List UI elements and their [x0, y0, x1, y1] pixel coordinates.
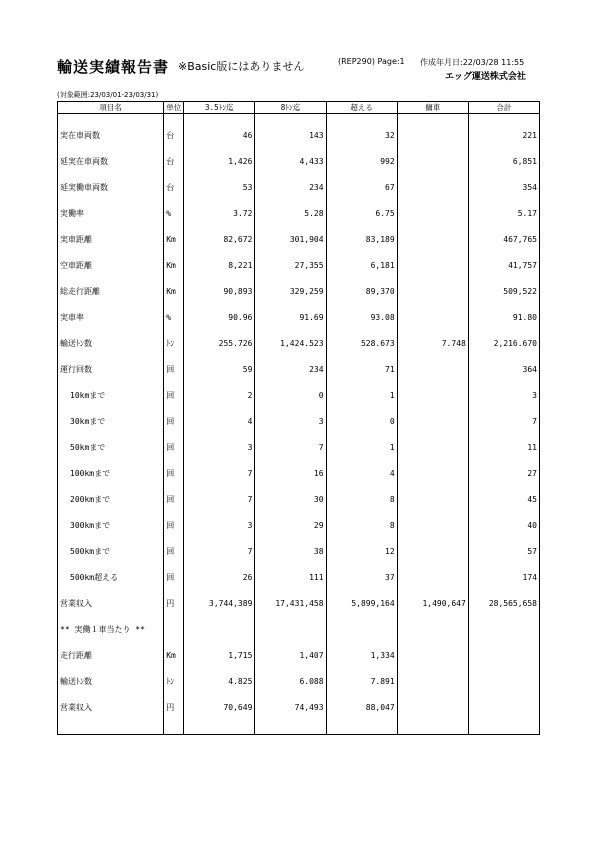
value-over-cell: 0 — [326, 408, 397, 434]
filler-cell — [468, 720, 539, 735]
value-over-cell: 93.08 — [326, 304, 397, 330]
value-over-cell: 1 — [326, 382, 397, 408]
value-8t-cell: 38 — [255, 538, 326, 564]
col-header-over: 超える — [326, 102, 397, 114]
value-over-cell: 71 — [326, 356, 397, 382]
value-over-cell: 8 — [326, 486, 397, 512]
value-over-cell: 8 — [326, 512, 397, 538]
value-8t-cell: 17,431,458 — [255, 590, 326, 616]
value-8t-cell: 29 — [255, 512, 326, 538]
value-3-5t-cell: 3 — [184, 512, 255, 538]
table-row — [58, 460, 540, 486]
value-charter-cell — [397, 148, 468, 174]
item-cell: 運行回数 — [58, 356, 164, 382]
value-total-cell: 11 — [468, 434, 539, 460]
value-over-cell: 528.673 — [326, 330, 397, 356]
value-8t-cell: 6.088 — [255, 668, 326, 694]
value-3-5t-cell: 3.72 — [184, 200, 255, 226]
value-total-cell: 509,522 — [468, 278, 539, 304]
value-3-5t-cell: 90,893 — [184, 278, 255, 304]
unit-cell: Km — [164, 642, 184, 668]
table-row — [58, 590, 540, 616]
filler-cell — [184, 720, 255, 735]
table-row — [58, 694, 540, 720]
value-total-cell: 28,565,658 — [468, 590, 539, 616]
value-total-cell: 7 — [468, 408, 539, 434]
value-3-5t-cell: 2 — [184, 382, 255, 408]
value-3-5t-cell: 26 — [184, 564, 255, 590]
value-3-5t-cell — [184, 616, 255, 642]
unit-cell: 回 — [164, 408, 184, 434]
value-3-5t-cell: 1,426 — [184, 148, 255, 174]
value-3-5t-cell: 3,744,389 — [184, 590, 255, 616]
value-charter-cell — [397, 564, 468, 590]
value-3-5t-cell: 46 — [184, 122, 255, 148]
spacer-cell — [164, 114, 184, 123]
value-total-cell: 91.80 — [468, 304, 539, 330]
unit-cell: ﾄﾝ — [164, 668, 184, 694]
item-cell: 10kmまで — [58, 382, 164, 408]
value-3-5t-cell: 70,649 — [184, 694, 255, 720]
value-over-cell: 1 — [326, 434, 397, 460]
item-cell: 延実働車両数 — [58, 174, 164, 200]
unit-cell: 円 — [164, 694, 184, 720]
item-cell: 50kmまで — [58, 434, 164, 460]
item-cell: 実車率 — [58, 304, 164, 330]
value-charter-cell — [397, 174, 468, 200]
col-header-up-to-8t: 8ﾄﾝ迄 — [255, 102, 326, 114]
value-3-5t-cell: 8,221 — [184, 252, 255, 278]
value-charter-cell — [397, 408, 468, 434]
value-over-cell: 4 — [326, 460, 397, 486]
spacer-cell — [468, 114, 539, 123]
value-over-cell: 7.891 — [326, 668, 397, 694]
value-3-5t-cell: 1,715 — [184, 642, 255, 668]
table-header-row — [58, 102, 540, 114]
value-charter-cell — [397, 616, 468, 642]
value-3-5t-cell: 7 — [184, 538, 255, 564]
filler-cell — [255, 720, 326, 735]
item-cell: 空車距離 — [58, 252, 164, 278]
value-8t-cell: 27,355 — [255, 252, 326, 278]
spacer-cell — [255, 114, 326, 123]
table-row — [58, 304, 540, 330]
table-row — [58, 486, 540, 512]
value-3-5t-cell: 7 — [184, 460, 255, 486]
value-3-5t-cell: 255.726 — [184, 330, 255, 356]
value-charter-cell — [397, 382, 468, 408]
value-charter-cell — [397, 538, 468, 564]
item-cell: 実働率 — [58, 200, 164, 226]
value-charter-cell — [397, 278, 468, 304]
unit-cell: 回 — [164, 564, 184, 590]
unit-cell: 回 — [164, 434, 184, 460]
value-charter-cell — [397, 226, 468, 252]
value-over-cell: 6.75 — [326, 200, 397, 226]
unit-cell: 回 — [164, 356, 184, 382]
value-charter-cell — [397, 200, 468, 226]
item-cell: 延実在車両数 — [58, 148, 164, 174]
header-spacer-row — [58, 114, 540, 123]
unit-cell: 回 — [164, 486, 184, 512]
value-3-5t-cell: 4 — [184, 408, 255, 434]
item-cell: ** 実働１車当たり ** — [58, 616, 164, 642]
value-8t-cell: 329,259 — [255, 278, 326, 304]
value-total-cell: 27 — [468, 460, 539, 486]
value-total-cell: 354 — [468, 174, 539, 200]
value-3-5t-cell: 82,672 — [184, 226, 255, 252]
value-8t-cell: 143 — [255, 122, 326, 148]
value-charter-cell — [397, 252, 468, 278]
table-row — [58, 122, 540, 148]
unit-cell — [164, 616, 184, 642]
value-3-5t-cell: 59 — [184, 356, 255, 382]
table-row — [58, 668, 540, 694]
item-cell: 実車距離 — [58, 226, 164, 252]
value-charter-cell — [397, 486, 468, 512]
col-header-up-to-3-5t: 3.5ﾄﾝ迄 — [184, 102, 255, 114]
value-total-cell — [468, 642, 539, 668]
item-cell: 総走行距離 — [58, 278, 164, 304]
value-3-5t-cell: 3 — [184, 434, 255, 460]
unit-cell: Km — [164, 278, 184, 304]
value-8t-cell: 234 — [255, 356, 326, 382]
table-row — [58, 564, 540, 590]
table-row — [58, 200, 540, 226]
value-over-cell: 89,370 — [326, 278, 397, 304]
value-8t-cell: 5.28 — [255, 200, 326, 226]
table-row — [58, 252, 540, 278]
filler-cell — [164, 720, 184, 735]
value-total-cell: 45 — [468, 486, 539, 512]
unit-cell: 台 — [164, 122, 184, 148]
value-total-cell: 467,765 — [468, 226, 539, 252]
col-header-total: 合計 — [468, 102, 539, 114]
unit-cell: ﾄﾝ — [164, 330, 184, 356]
value-over-cell: 12 — [326, 538, 397, 564]
spacer-cell — [58, 114, 164, 123]
table-row — [58, 278, 540, 304]
value-charter-cell: 1,490,647 — [397, 590, 468, 616]
value-8t-cell: 234 — [255, 174, 326, 200]
value-charter-cell — [397, 512, 468, 538]
table-row — [58, 408, 540, 434]
value-3-5t-cell: 7 — [184, 486, 255, 512]
value-total-cell — [468, 616, 539, 642]
value-total-cell: 41,757 — [468, 252, 539, 278]
value-8t-cell: 74,493 — [255, 694, 326, 720]
filler-cell — [397, 720, 468, 735]
unit-cell: 円 — [164, 590, 184, 616]
value-over-cell: 6,181 — [326, 252, 397, 278]
col-header-unit: 単位 — [164, 102, 184, 114]
table-row — [58, 434, 540, 460]
table-row — [58, 174, 540, 200]
table-row — [58, 616, 540, 642]
value-8t-cell — [255, 616, 326, 642]
value-charter-cell — [397, 356, 468, 382]
unit-cell: 回 — [164, 382, 184, 408]
value-over-cell: 37 — [326, 564, 397, 590]
value-total-cell: 6,851 — [468, 148, 539, 174]
created-date: 作成年月日:22/03/28 11:55 — [420, 58, 525, 67]
value-3-5t-cell: 53 — [184, 174, 255, 200]
value-8t-cell: 301,904 — [255, 226, 326, 252]
col-header-charter: 傭車 — [397, 102, 468, 114]
value-3-5t-cell: 90.96 — [184, 304, 255, 330]
spacer-cell — [397, 114, 468, 123]
value-charter-cell — [397, 304, 468, 330]
value-total-cell: 221 — [468, 122, 539, 148]
item-cell: 輸送ﾄﾝ数 — [58, 668, 164, 694]
table-row — [58, 226, 540, 252]
value-8t-cell: 0 — [255, 382, 326, 408]
value-total-cell — [468, 668, 539, 694]
item-cell: 500km超える — [58, 564, 164, 590]
value-total-cell: 2,216.670 — [468, 330, 539, 356]
value-charter-cell: 7.748 — [397, 330, 468, 356]
value-8t-cell: 111 — [255, 564, 326, 590]
value-total-cell: 364 — [468, 356, 539, 382]
value-3-5t-cell: 4.825 — [184, 668, 255, 694]
spacer-cell — [326, 114, 397, 123]
table-row — [58, 148, 540, 174]
value-8t-cell: 91.69 — [255, 304, 326, 330]
unit-cell: 回 — [164, 538, 184, 564]
unit-cell: 台 — [164, 174, 184, 200]
table-row — [58, 356, 540, 382]
table-row — [58, 330, 540, 356]
table-row — [58, 382, 540, 408]
table-filler-row — [58, 720, 540, 735]
value-over-cell: 992 — [326, 148, 397, 174]
report-title: 輸送実績報告書 — [57, 58, 170, 76]
unit-cell: Km — [164, 252, 184, 278]
value-over-cell: 67 — [326, 174, 397, 200]
target-range: (対象範囲:23/03/01-23/03/31) — [57, 91, 159, 99]
value-8t-cell: 30 — [255, 486, 326, 512]
item-cell: 200kmまで — [58, 486, 164, 512]
value-charter-cell — [397, 460, 468, 486]
unit-cell: % — [164, 304, 184, 330]
item-cell: 100kmまで — [58, 460, 164, 486]
value-total-cell: 174 — [468, 564, 539, 590]
item-cell: 500kmまで — [58, 538, 164, 564]
unit-cell: 台 — [164, 148, 184, 174]
value-total-cell: 40 — [468, 512, 539, 538]
item-cell: 営業収入 — [58, 590, 164, 616]
spacer-cell — [184, 114, 255, 123]
value-over-cell: 5,899,164 — [326, 590, 397, 616]
table-row — [58, 512, 540, 538]
value-charter-cell — [397, 122, 468, 148]
item-cell: 走行距離 — [58, 642, 164, 668]
value-8t-cell: 16 — [255, 460, 326, 486]
value-over-cell: 83,189 — [326, 226, 397, 252]
value-over-cell: 88,047 — [326, 694, 397, 720]
report-table — [57, 101, 540, 735]
value-over-cell — [326, 616, 397, 642]
company-name: エッグ運送株式会社 — [445, 72, 526, 82]
filler-cell — [326, 720, 397, 735]
value-charter-cell — [397, 642, 468, 668]
value-8t-cell: 7 — [255, 434, 326, 460]
value-8t-cell: 1,407 — [255, 642, 326, 668]
col-header-item: 項目名 — [58, 102, 164, 114]
item-cell: 30kmまで — [58, 408, 164, 434]
filler-cell — [58, 720, 164, 735]
table-row — [58, 538, 540, 564]
table-row — [58, 642, 540, 668]
unit-cell: % — [164, 200, 184, 226]
value-8t-cell: 4,433 — [255, 148, 326, 174]
value-total-cell: 3 — [468, 382, 539, 408]
item-cell: 営業収入 — [58, 694, 164, 720]
value-total-cell: 57 — [468, 538, 539, 564]
value-over-cell: 1,334 — [326, 642, 397, 668]
value-8t-cell: 1,424.523 — [255, 330, 326, 356]
value-charter-cell — [397, 434, 468, 460]
item-cell: 300kmまで — [58, 512, 164, 538]
value-over-cell: 32 — [326, 122, 397, 148]
value-8t-cell: 3 — [255, 408, 326, 434]
item-cell: 実在車両数 — [58, 122, 164, 148]
unit-cell: Km — [164, 226, 184, 252]
report-code-page: (REP290) Page:1 — [338, 57, 405, 66]
item-cell: 輸送ﾄﾝ数 — [58, 330, 164, 356]
unit-cell: 回 — [164, 512, 184, 538]
value-charter-cell — [397, 694, 468, 720]
unit-cell: 回 — [164, 460, 184, 486]
value-total-cell: 5.17 — [468, 200, 539, 226]
value-total-cell — [468, 694, 539, 720]
value-charter-cell — [397, 668, 468, 694]
version-notice: ※Basic版にはありません — [178, 60, 305, 73]
